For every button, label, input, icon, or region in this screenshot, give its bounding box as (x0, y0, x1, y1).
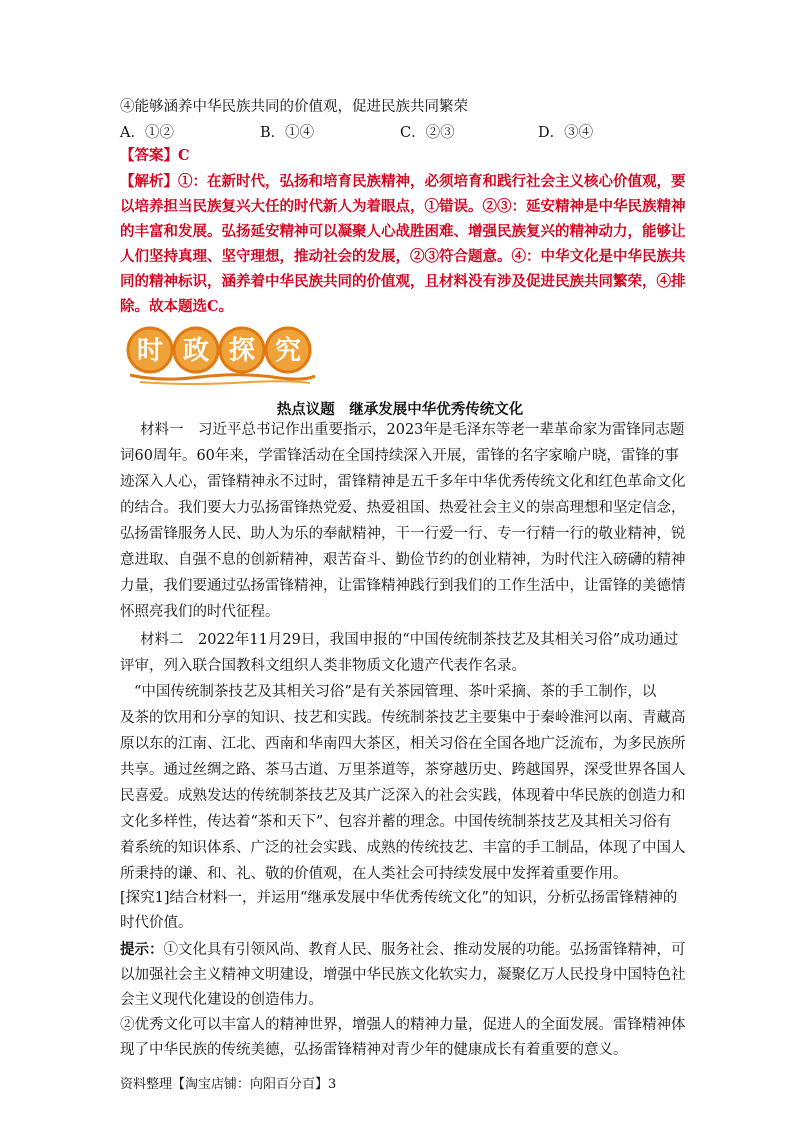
material2-line: 共享。通过丝绸之路、茶马古道、万里茶道等，茶穿越历史、跨越国界，深受世界各国人 (120, 762, 686, 778)
choice-a: A．①② (120, 125, 174, 141)
hint-line: 以加强社会主义精神文明建设，增强中华民族文化软实力，凝聚亿万人民投身中国特色社 (120, 967, 686, 983)
material2-line: 及茶的饮用和分享的知识、技艺和实践。传统制茶技艺主要集中于秦岭淮河以南、青藏高 (120, 710, 686, 726)
banner-char-circle (266, 328, 310, 372)
material2-line: 文化多样性，传达着“茶和天下”、包容并蓄的理念。中国传统制茶技艺及其相关习俗有 (120, 814, 672, 830)
choice-d: D．③④ (538, 125, 594, 141)
material1-line: 力量，我们要通过弘扬雷锋精神，让雷锋精神践行到我们的工作生活中，让雷锋的美德情 (120, 578, 686, 594)
answer-label: 【答案】C (120, 147, 190, 164)
analysis-line: 以培养担当民族复兴大任的时代新人为着眼点，①错误。②③：延安精神是中华民族精神 (120, 198, 686, 215)
material1-line: 意进取、自强不息的创新精神，艰苦奋斗、勤俭节约的创业精神，为时代注入磅礴的精神 (120, 552, 686, 568)
banner-char: 究 (274, 336, 302, 366)
hint-label: 提示： (120, 941, 164, 958)
analysis-line: 同的精神标识，涵养着中华民族共同的价值观，且材料没有涉及促进民族共同繁荣，④排 (120, 273, 686, 290)
hint-line (120, 940, 690, 960)
inquiry-line: 时代价值。 (120, 915, 193, 931)
material1-line: 材料一 习近平总书记作出重要指示，2023年是毛泽东等老一辈革命家为雷锋同志题 (140, 422, 685, 438)
question-option-4: ④能够涵养中华民族共同的价值观，促进民族共同繁荣 (120, 99, 468, 115)
banner-char: 探 (228, 336, 256, 366)
banner-char: 政 (182, 336, 210, 366)
choice-b: B．①④ (260, 125, 315, 141)
material2-line: 原以东的江南、江北、西南和华南四大茶区，相关习俗在全国各地广泛流布，为多民族所 (120, 736, 686, 752)
material2-line: 所秉持的谦、和、礼、敬的价值观，在人类社会可持续发展中发挥着重要作用。 (120, 866, 628, 882)
material2-line: 民喜爱。成熟发达的传统制茶技艺及其广泛深入的社会实践，体现着中华民族的创造力和 (120, 788, 686, 804)
material1-line: 迹深入人心，雷锋精神永不过时，雷锋精神是五千多年中华优秀传统文化和红色革命文化 (120, 474, 686, 490)
material2-line: “中国传统制茶技艺及其相关习俗”是有关茶园管理、茶叶采摘、茶的手工制作，以 (134, 684, 657, 700)
banner-char-circle (220, 328, 264, 372)
page-footer: 资料整理【淘宝店铺：向阳百分百】3 (120, 1077, 337, 1092)
answer-choices (120, 121, 700, 141)
inquiry-line: [探究1]结合材料一，并运用“继承发展中华优秀传统文化”的知识，分析弘扬雷锋精神的 (120, 890, 678, 906)
material1-line: 的结合。我们要大力弘扬雷锋热党爱、热爱祖国、热爱社会主义的崇高理想和坚定信念， (120, 500, 686, 516)
hint-line: 会主义现代化建设的创造伟力。 (120, 992, 323, 1008)
material2-line: 材料二 2022年11月29日，我国申报的“中国传统制茶技艺及其相关习俗”成功通过 (140, 632, 679, 648)
hint-line: ②优秀文化可以丰富人的精神世界，增强人的精神力量，促进人的全面发展。雷锋精神体 (120, 1017, 686, 1033)
topic-title: 热点议题 继承发展中华优秀传统文化 (276, 401, 524, 418)
analysis-line: 除。故本题选C。 (120, 298, 234, 315)
banner-underline-icon (140, 381, 310, 384)
analysis-line: 【解析】①：在新时代，弘扬和培育民族精神，必须培育和践行社会主义核心价值观，要 (120, 173, 686, 190)
material2-line: 评审，列入联合国教科文组织人类非物质文化遗产代表作名录。 (120, 658, 526, 674)
section-banner (120, 320, 320, 390)
material1-line: 弘扬雷锋服务人民、助人为乐的奉献精神，干一行爱一行、专一行精一行的敬业精神，锐 (120, 526, 686, 542)
material2-line: 着系统的知识体系、广泛的社会实践、成熟的传统技艺、丰富的手工制品，体现了中国人 (120, 840, 686, 856)
material1-line: 怀照亮我们的时代征程。 (120, 604, 280, 620)
hint-text: ①文化具有引领风尚、教育人民、服务社会、推动发展的功能。弘扬雷锋精神，可 (163, 942, 686, 958)
hint-line: 现了中华民族的传统美德，弘扬雷锋精神对青少年的健康成长有着重要的意义。 (120, 1042, 628, 1058)
banner-char: 时 (136, 336, 164, 366)
material1-line: 词60周年。60年来，学雷锋活动在全国持续深入开展，雷锋的名字家喻户晓，雷锋的事 (120, 448, 679, 464)
banner-char-circle (174, 328, 218, 372)
choice-c: C．②③ (400, 125, 455, 141)
banner-char-circle (128, 328, 172, 372)
analysis-line: 人们坚持真理、坚守理想，推动社会的发展，②③符合题意。④：中华文化是中华民族共 (120, 248, 686, 265)
analysis-line: 的丰富和发展。弘扬延安精神可以凝聚人心战胜困难、增强民族复兴的精神动力，能够让 (120, 223, 686, 240)
banner-underline-icon (130, 375, 315, 379)
